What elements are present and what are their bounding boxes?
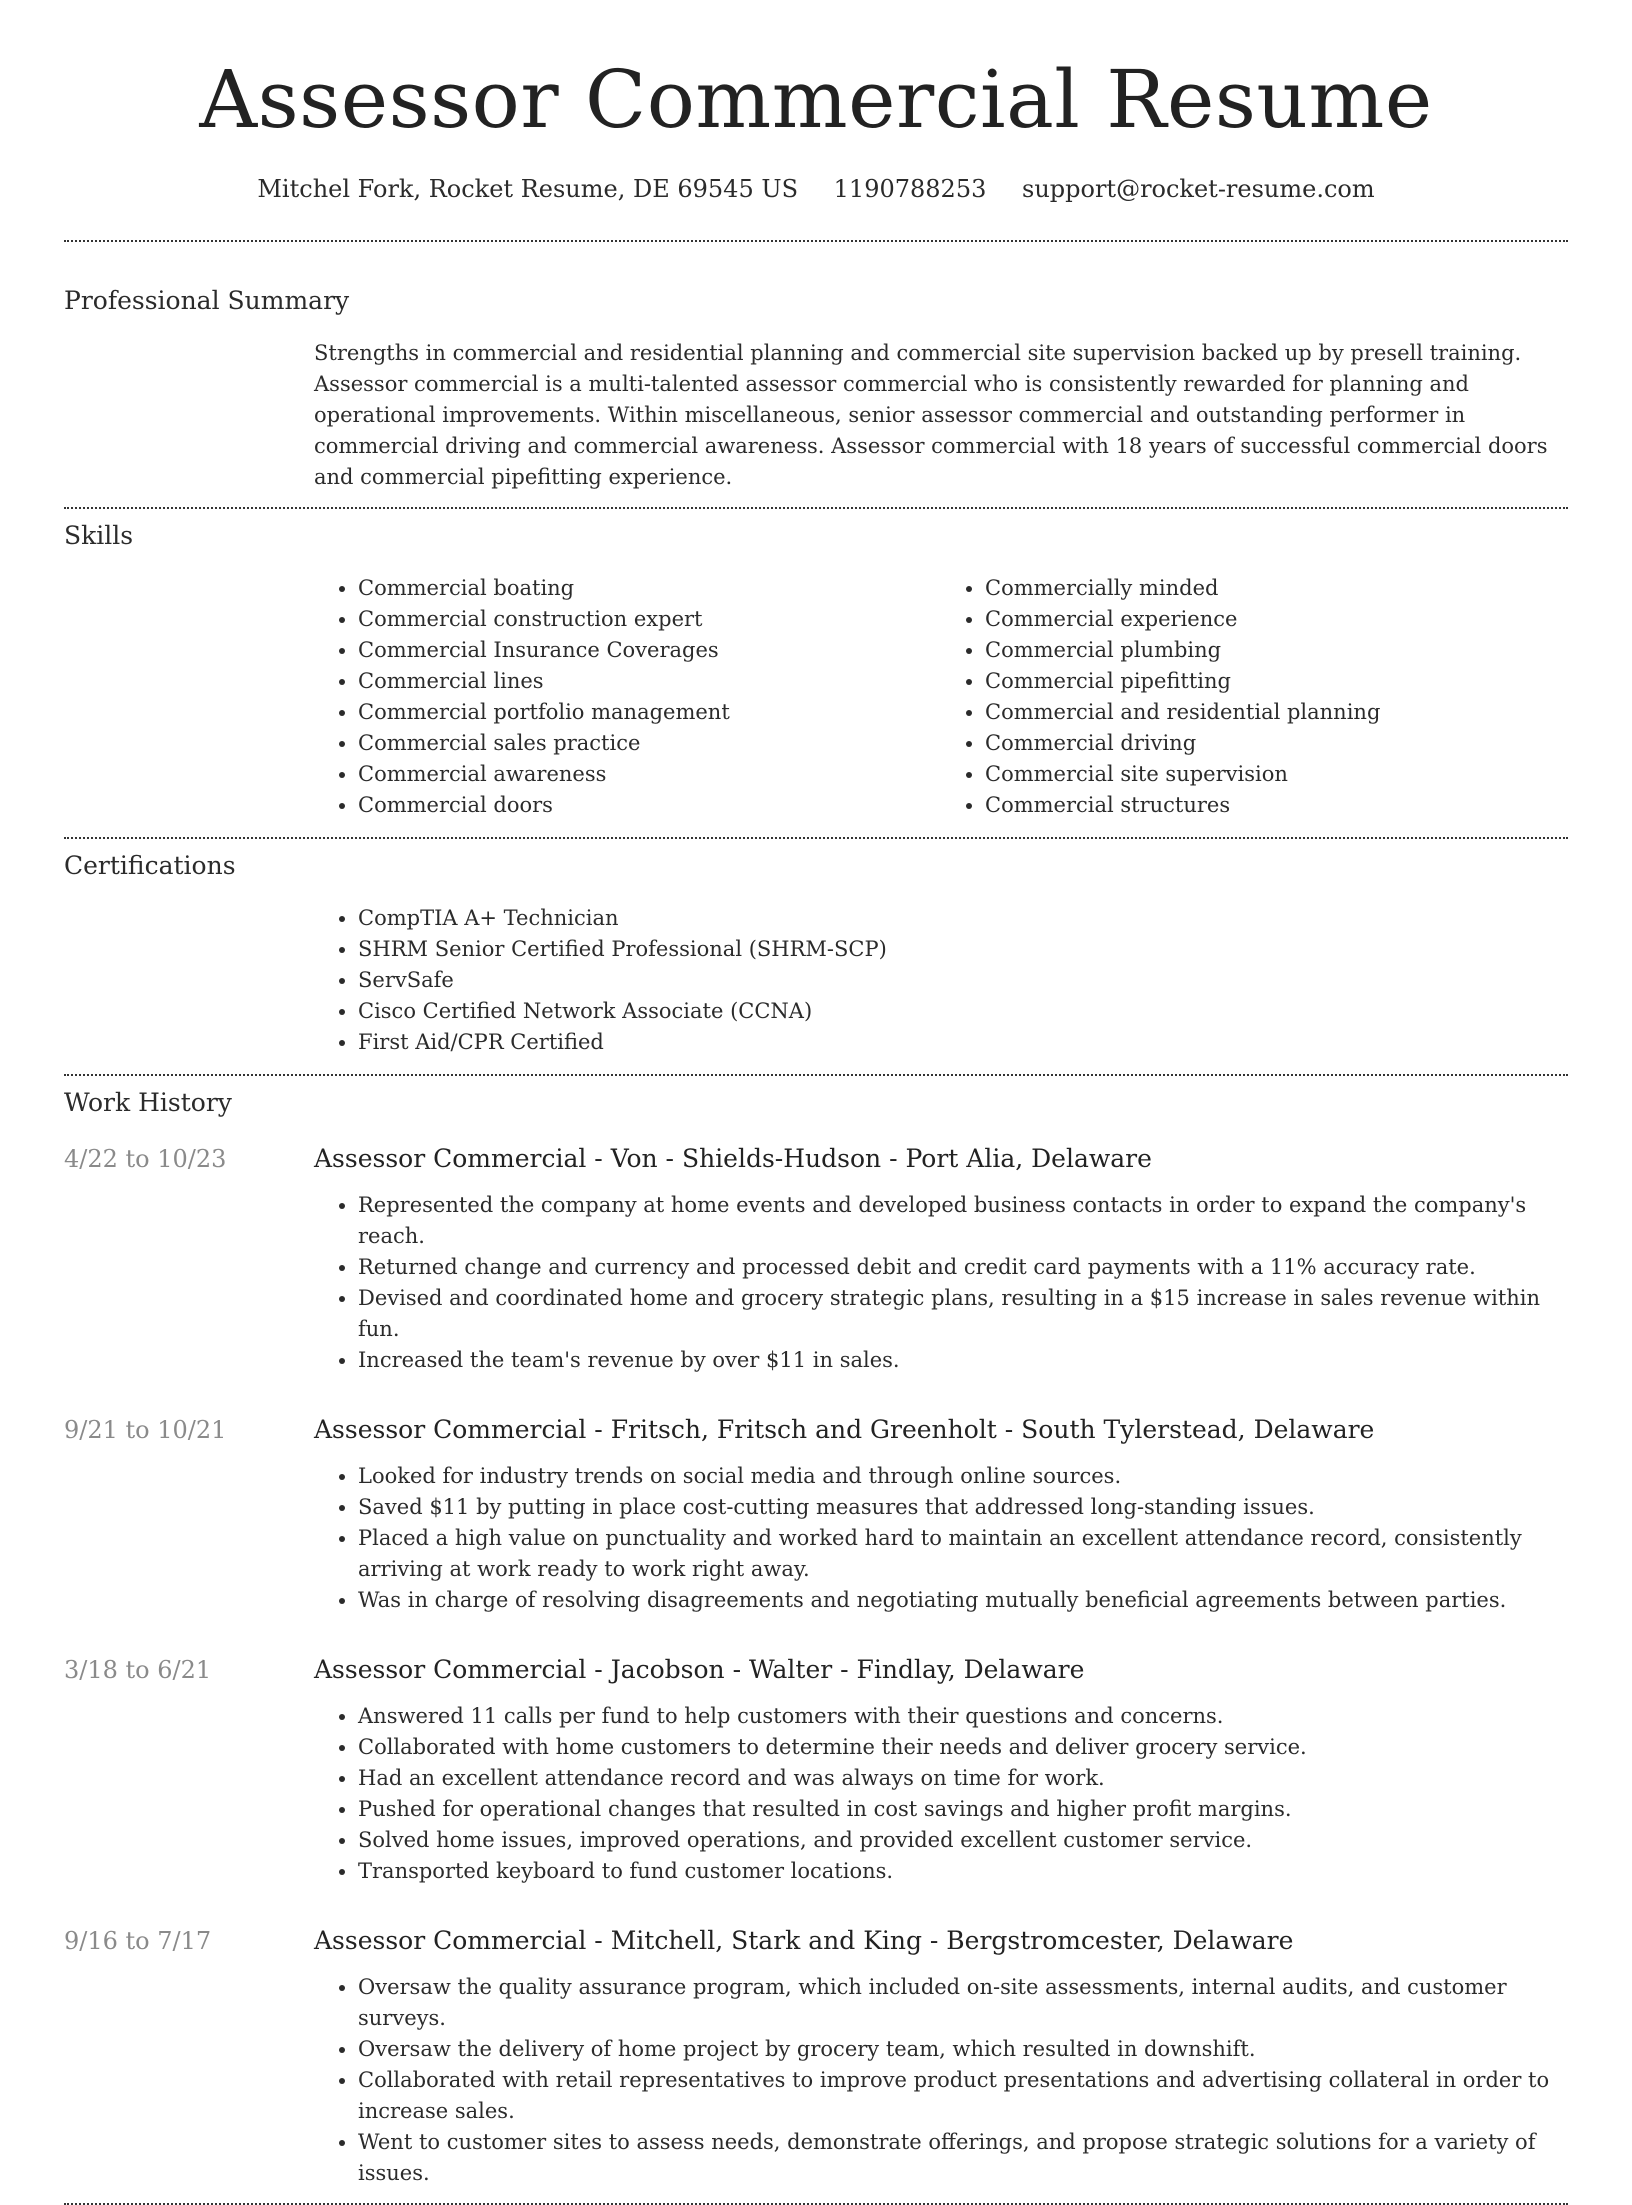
skill-item: • Commercial doors — [358, 790, 941, 821]
job-bullets — [314, 1461, 1568, 1616]
skill-item: • Commercial experience — [985, 604, 1568, 635]
job-entry — [64, 1924, 1568, 2189]
work-history-section — [64, 1076, 1568, 2189]
summary-heading: Professional Summary — [64, 286, 350, 315]
skills-list-left — [314, 573, 941, 821]
job-bullet: • Had an excellent attendance record and was always on time for work. — [358, 1763, 1568, 1794]
certification-item: • SHRM Senior Certified Professional (SHRM-SCP) — [358, 934, 1568, 965]
job-title: Assessor Commercial - Mitchell, Stark and King - Bergstromcester, Delaware — [314, 1926, 1294, 1955]
job-title: Assessor Commercial - Von - Shields-Hudson - Port Alia, Delaware — [314, 1144, 1152, 1173]
job-bullet: • Solved home issues, improved operations, and provided excellent customer service. — [358, 1825, 1568, 1856]
job-bullet: • Represented the company at home events and developed business contacts in order to expand the company's reach. — [358, 1190, 1568, 1252]
job-date: 9/16 to 7/17 — [64, 1927, 212, 1955]
skill-item: • Commercial driving — [985, 728, 1568, 759]
skill-item: • Commercial and residential planning — [985, 697, 1568, 728]
skill-item: • Commercial construction expert — [358, 604, 941, 635]
job-bullet: • Pushed for operational changes that resulted in cost savings and higher profit margins. — [358, 1794, 1568, 1825]
certification-item: • ServSafe — [358, 965, 1568, 996]
skill-item: • Commercially minded — [985, 573, 1568, 604]
summary-text: Strengths in commercial and residential planning and commercial site supervision backed up by presell training. Assessor commercial is a multi-talented assessor commercial who is consistently rewarded for planning and operational improvements. Within miscellaneous, senior assessor commercial and outstanding performer in commercial driving and commercial awareness. Assessor commercial with 18 years of successful commercial doors and commercial pipefitting experience. — [314, 341, 1548, 489]
job-date: 9/21 to 10/21 — [64, 1416, 227, 1444]
job-bullet: • Collaborated with home customers to determine their needs and deliver grocery service. — [358, 1732, 1568, 1763]
job-bullet: • Returned change and currency and processed debit and credit card payments with a 11% accuracy rate. — [358, 1252, 1568, 1283]
work-history-heading: Work History — [64, 1088, 232, 1117]
skill-item: • Commercial boating — [358, 573, 941, 604]
certification-item: • Cisco Certified Network Associate (CCNA) — [358, 996, 1568, 1027]
skill-item: • Commercial Insurance Coverages — [358, 635, 941, 666]
job-bullet: • Collaborated with retail representatives to improve product presentations and advertising collateral in order to increase sales. — [358, 2065, 1568, 2127]
certification-item: • First Aid/CPR Certified — [358, 1027, 1568, 1058]
skill-item: • Commercial portfolio management — [358, 697, 941, 728]
certifications-section — [64, 839, 1568, 1058]
skills-list-right — [941, 573, 1568, 821]
contact-address: Mitchel Fork, Rocket Resume, DE 69545 US — [257, 175, 799, 203]
job-bullet: • Looked for industry trends on social media and through online sources. — [358, 1461, 1568, 1492]
certification-item: • CompTIA A+ Technician — [358, 903, 1568, 934]
skill-item: • Commercial awareness — [358, 759, 941, 790]
job-body — [314, 1972, 1568, 2189]
skills-heading: Skills — [64, 521, 134, 550]
job-bullet: • Increased the team's revenue by over $11 in sales. — [358, 1345, 1568, 1376]
contact-phone: 1190788253 — [833, 175, 987, 203]
resume-title: Assessor Commercial Resume — [199, 53, 1433, 146]
job-entry — [64, 1142, 1568, 1376]
job-bullet: • Answered 11 calls per fund to help customers with their questions and concerns. — [358, 1701, 1568, 1732]
skill-item: • Commercial sales practice — [358, 728, 941, 759]
job-body — [314, 1190, 1568, 1376]
job-date: 4/22 to 10/23 — [64, 1145, 227, 1173]
job-bullet: • Transported keyboard to fund customer locations. — [358, 1856, 1568, 1887]
skill-item: • Commercial lines — [358, 666, 941, 697]
job-title: Assessor Commercial - Fritsch, Fritsch and Greenholt - South Tylerstead, Delaware — [314, 1415, 1375, 1444]
job-bullets — [314, 1701, 1568, 1887]
summary-section — [64, 242, 1568, 493]
job-bullet: • Oversaw the quality assurance program, which included on-site assessments, internal audits, and customer surveys. — [358, 1972, 1568, 2034]
job-bullet: • Oversaw the delivery of home project by grocery team, which resulted in downshift. — [358, 2034, 1568, 2065]
job-bullet: • Went to customer sites to assess needs, demonstrate offerings, and propose strategic solutions for a variety of issues. — [358, 2127, 1568, 2189]
job-title: Assessor Commercial - Jacobson - Walter - Findlay, Delaware — [314, 1655, 1085, 1684]
job-bullet: • Placed a high value on punctuality and worked hard to maintain an excellent attendance record, consistently arriving at work ready to work right away. — [358, 1523, 1568, 1585]
job-date: 3/18 to 6/21 — [64, 1656, 212, 1684]
job-entry — [64, 1653, 1568, 1887]
contact-line — [64, 172, 1568, 206]
job-bullet: • Devised and coordinated home and grocery strategic plans, resulting in a $15 increase in sales revenue within fun. — [358, 1283, 1568, 1345]
certifications-body — [314, 903, 1568, 1058]
job-body — [314, 1701, 1568, 1887]
job-bullet: • Was in charge of resolving disagreements and negotiating mutually beneficial agreements between parties. — [358, 1585, 1568, 1616]
contact-email: support@rocket-resume.com — [1022, 175, 1375, 203]
certifications-list — [314, 903, 1568, 1058]
job-bullets — [314, 1190, 1568, 1376]
skill-item: • Commercial site supervision — [985, 759, 1568, 790]
job-body — [314, 1461, 1568, 1616]
skill-item: • Commercial pipefitting — [985, 666, 1568, 697]
certifications-heading: Certifications — [64, 851, 236, 880]
skills-grid — [314, 573, 1568, 821]
skills-section — [64, 509, 1568, 821]
skill-item: • Commercial plumbing — [985, 635, 1568, 666]
job-bullets — [314, 1972, 1568, 2189]
job-bullet: • Saved $11 by putting in place cost-cutting measures that addressed long-standing issues. — [358, 1492, 1568, 1523]
skill-item: • Commercial structures — [985, 790, 1568, 821]
job-entry — [64, 1413, 1568, 1616]
